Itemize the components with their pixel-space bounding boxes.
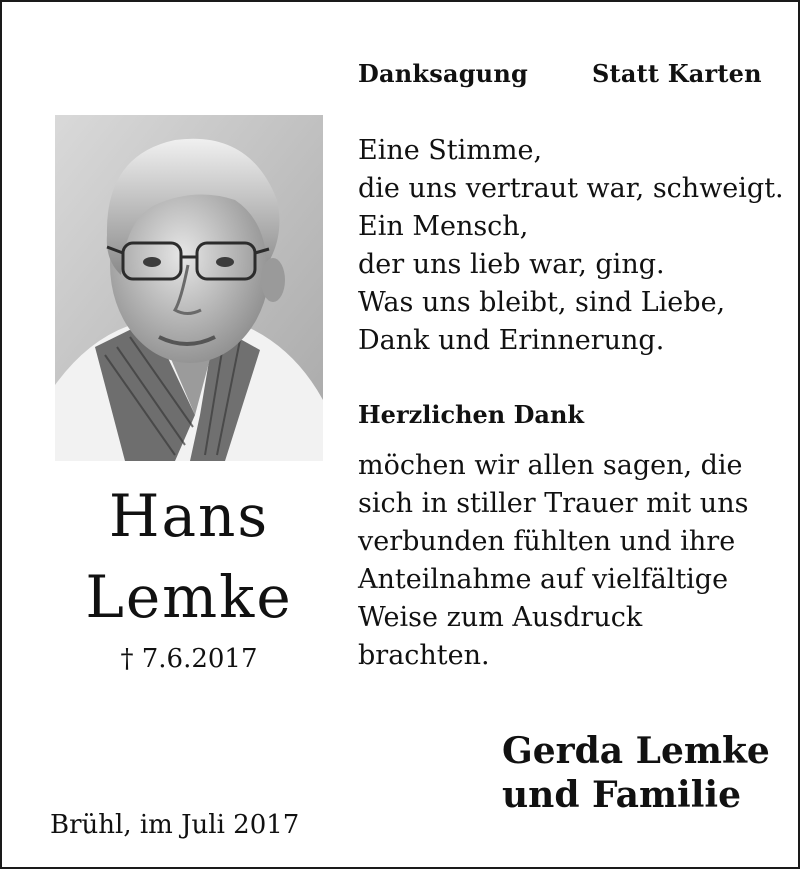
- thanks-line: Anteilnahme auf vielfältige: [358, 564, 729, 595]
- poem-line: Was uns bleibt, sind Liebe,: [358, 287, 726, 318]
- thanks-message: [358, 447, 778, 675]
- poem-line: die uns vertraut war, schweigt.: [358, 173, 784, 204]
- deceased-last-name: Lemke: [85, 563, 293, 631]
- signature-line: Gerda Lemke: [502, 730, 770, 772]
- place-date: Brühl, im Juli 2017: [50, 810, 300, 840]
- thanks-heading: Herzlichen Dank: [358, 400, 585, 429]
- signature-family: [502, 729, 770, 817]
- poem-line: Ein Mensch,: [358, 211, 529, 242]
- heading-danksagung: Danksagung: [358, 59, 528, 88]
- poem-line: der uns lieb war, ging.: [358, 249, 665, 280]
- death-date: † 7.6.2017: [120, 644, 258, 674]
- thanks-line: verbunden fühlten und ihre: [358, 526, 736, 557]
- deceased-first-name: Hans: [108, 482, 270, 550]
- signature-line: und Familie: [502, 774, 741, 816]
- thanks-line: sich in stiller Trauer mit uns: [358, 488, 749, 519]
- heading-statt-karten: Statt Karten: [592, 59, 762, 88]
- portrait-photo: [55, 115, 323, 461]
- thanks-line: brachten.: [358, 640, 490, 671]
- poem: [358, 132, 784, 360]
- portrait-illustration: [55, 115, 323, 461]
- thanks-line: möchen wir allen sagen, die: [358, 450, 743, 481]
- poem-line: Eine Stimme,: [358, 135, 543, 166]
- thanks-line: Weise zum Ausdruck: [358, 602, 643, 633]
- poem-line: Dank und Erinnerung.: [358, 325, 665, 356]
